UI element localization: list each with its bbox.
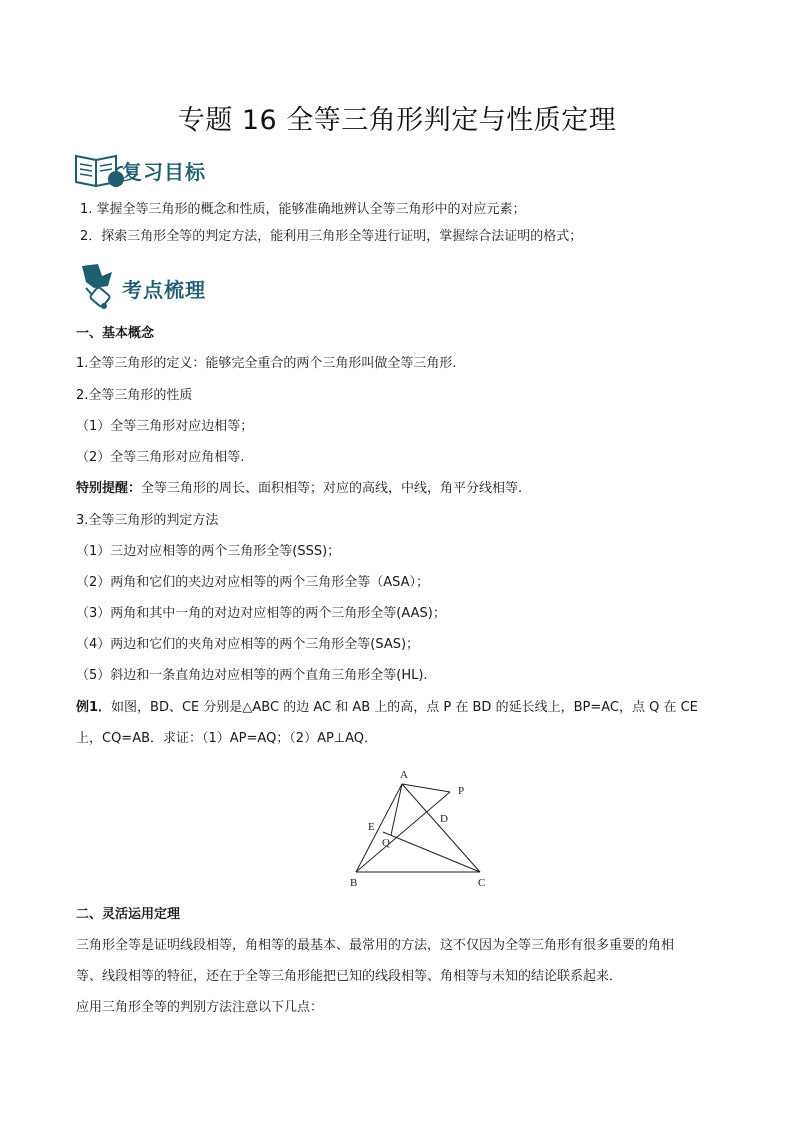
triangle-figure bbox=[340, 762, 510, 892]
book-apple-icon bbox=[72, 148, 128, 192]
example-text-1: 如图，BD、CE 分别是△ABC 的边 AC 和 AB 上的高，点 P 在 BD 的延长线上，BP=AC，点 Q 在 CE bbox=[111, 700, 698, 715]
reminder-label: 特别提醒： bbox=[76, 481, 142, 496]
judgement-item-5: （5）斜边和一条直角边对应相等的两个直角三角形全等(HL). bbox=[76, 668, 428, 683]
goal-item-1: 1. 掌握全等三角形的概念和性质，能够准确地辨认全等三角形中的对应元素； bbox=[80, 202, 526, 217]
section-points-header bbox=[72, 262, 272, 308]
leaf-scroll-icon bbox=[72, 262, 128, 312]
label-P: P bbox=[458, 785, 465, 797]
part1-heading: 一、基本概念 bbox=[76, 326, 155, 341]
label-Q: Q bbox=[382, 837, 390, 849]
part2-heading: 二、灵活运用定理 bbox=[76, 907, 181, 922]
segment-AP bbox=[402, 784, 450, 792]
judgement-item-2: （2）两角和它们的夹边对应相等的两个三角形全等（ASA）； bbox=[76, 575, 430, 590]
segment-AB bbox=[356, 784, 402, 872]
special-reminder bbox=[76, 480, 522, 498]
reminder-text: 全等三角形的周长、面积相等；对应的高线，中线，角平分线相等. bbox=[141, 481, 523, 496]
label-C: C bbox=[478, 877, 486, 889]
property-item-1: （1）全等三角形对应边相等； bbox=[76, 419, 254, 434]
part2-paragraph-line-2: 等、线段相等的特征，还在于全等三角形能把已知的线段相等、角相等与未知的结论联系起来． bbox=[76, 969, 623, 984]
part2-paragraph-line-3: 应用三角形全等的判别方法注意以下几点： bbox=[76, 1000, 324, 1015]
section-goals-heading: 复习目标 bbox=[122, 160, 206, 184]
section-points-heading: 考点梳理 bbox=[122, 278, 206, 302]
definition-text: 1.全等三角形的定义：能够完全重合的两个三角形叫做全等三角形. bbox=[76, 356, 457, 371]
judgement-item-3: （3）两角和其中一角的对边对应相等的两个三角形全等(AAS)； bbox=[76, 606, 446, 621]
segment-CE bbox=[383, 832, 480, 872]
section-goals-header bbox=[72, 148, 272, 194]
example-line-2: 上，CQ=AB．求证：（1）AP=AQ；（2）AP⊥AQ． bbox=[76, 731, 378, 746]
label-E: E bbox=[368, 821, 375, 833]
example-label: 例1． bbox=[76, 700, 112, 715]
goal-item-2: 2．探索三角形全等的判定方法，能利用三角形全等进行证明，掌握综合法证明的格式； bbox=[80, 229, 583, 244]
label-A: A bbox=[400, 769, 408, 781]
segment-AC bbox=[402, 784, 480, 872]
judgement-item-4: （4）两边和它们的夹角对应相等的两个三角形全等(SAS)； bbox=[76, 637, 420, 652]
judgement-item-1: （1）三边对应相等的两个三角形全等(SSS)； bbox=[76, 544, 341, 559]
segment-AQ bbox=[391, 784, 402, 835]
property-item-2: （2）全等三角形对应角相等. bbox=[76, 450, 245, 465]
property-title: 2.全等三角形的性质 bbox=[76, 388, 193, 403]
part2-paragraph-line-1: 三角形全等是证明线段相等，角相等的最基本、最常用的方法，这不仅因为全等三角形有很多重要的角相 bbox=[76, 938, 675, 953]
label-D: D bbox=[440, 813, 448, 825]
example-line-1 bbox=[76, 699, 698, 717]
label-B: B bbox=[350, 877, 358, 889]
judgement-title: 3.全等三角形的判定方法 bbox=[76, 513, 219, 528]
page-title: 专题 16 全等三角形判定与性质定理 bbox=[177, 105, 617, 136]
